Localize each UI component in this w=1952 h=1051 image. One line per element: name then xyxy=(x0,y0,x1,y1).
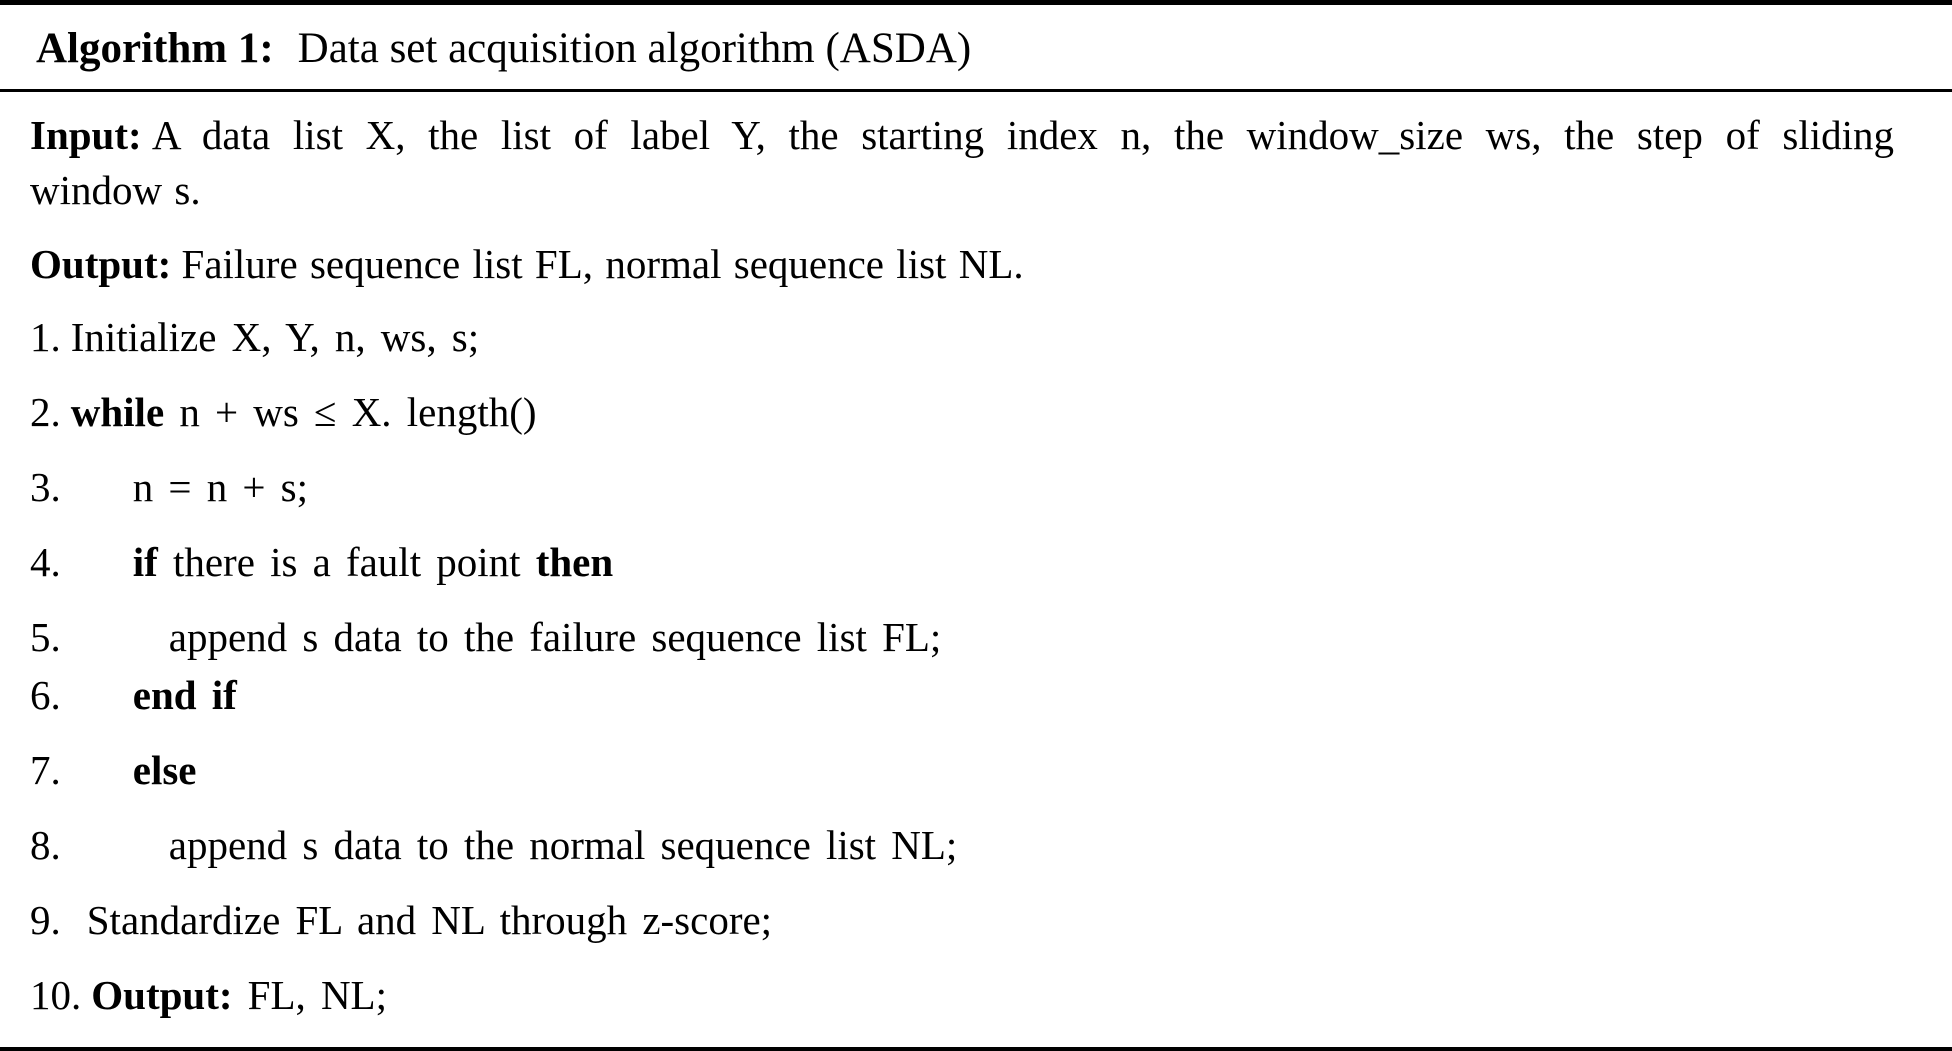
algorithm-step xyxy=(30,461,1894,513)
algorithm-title: Data set acquisition algorithm (ASDA) xyxy=(297,25,972,72)
algorithm-step xyxy=(30,669,1894,721)
algorithm-label: Algorithm 1: xyxy=(36,25,274,72)
step-content xyxy=(61,611,942,663)
algorithm-step xyxy=(30,311,1894,363)
step-text-segment: append s data to the failure sequence list FL; xyxy=(168,614,942,660)
step-text-segment: n + ws ≤ X. length() xyxy=(164,389,537,435)
algorithm-step xyxy=(30,969,1894,1021)
step-text-segment: there is a fault point xyxy=(157,539,536,585)
algorithm-step xyxy=(30,536,1894,588)
algorithm-body xyxy=(0,92,1952,1047)
step-text-segment: n = n + s; xyxy=(132,464,309,510)
step-content xyxy=(61,894,772,946)
input-line-1 xyxy=(30,108,1894,163)
step-content xyxy=(81,969,387,1021)
step-number: 5. xyxy=(30,614,61,660)
step-number: 10. xyxy=(30,972,82,1018)
algorithm-step xyxy=(30,386,1894,438)
output-text: Failure sequence list FL, normal sequence list NL. xyxy=(181,241,1024,287)
step-number: 3. xyxy=(30,464,61,510)
step-number: 1. xyxy=(30,314,61,360)
step-text-segment: Initialize X, Y, n, ws, s; xyxy=(70,314,480,360)
input-block xyxy=(30,108,1894,218)
steps-list xyxy=(30,311,1894,1021)
output-label: Output: xyxy=(30,241,172,287)
output-line xyxy=(30,237,1894,292)
step-text-segment: FL, NL; xyxy=(232,972,387,1018)
input-label: Input: xyxy=(30,112,142,158)
step-number: 7. xyxy=(30,747,61,793)
step-content xyxy=(61,744,197,796)
input-text-line-1: A data list X, the list of label Y, the starting index n, the window_size ws, the step of sliding xyxy=(151,112,1894,158)
algorithm-step xyxy=(30,744,1894,796)
step-content xyxy=(61,311,479,363)
step-text-segment: else xyxy=(132,747,197,793)
step-content xyxy=(61,461,308,513)
step-text-segment: Output: xyxy=(91,972,233,1018)
algorithm-step xyxy=(30,611,1894,663)
step-text-segment: end if xyxy=(132,672,237,718)
algorithm-step xyxy=(30,819,1894,871)
bottom-rule xyxy=(0,1047,1952,1051)
step-number: 8. xyxy=(30,822,61,868)
step-text-segment: Standardize FL and NL through z-score; xyxy=(86,897,773,943)
step-text-segment: append s data to the normal sequence list NL; xyxy=(168,822,958,868)
step-text-segment: if xyxy=(132,539,158,585)
algorithm-header xyxy=(0,5,1952,89)
step-content xyxy=(61,386,537,438)
input-text-line-2: window s. xyxy=(30,167,201,213)
step-text-segment: while xyxy=(70,389,165,435)
input-line-2 xyxy=(30,163,1894,218)
step-number: 2. xyxy=(30,389,61,435)
step-text-segment: then xyxy=(535,539,614,585)
algorithm-step xyxy=(30,894,1894,946)
step-content xyxy=(61,819,958,871)
step-content xyxy=(61,536,613,588)
step-number: 9. xyxy=(30,897,61,943)
step-content xyxy=(61,669,237,721)
step-number: 4. xyxy=(30,539,61,585)
step-number: 6. xyxy=(30,672,61,718)
